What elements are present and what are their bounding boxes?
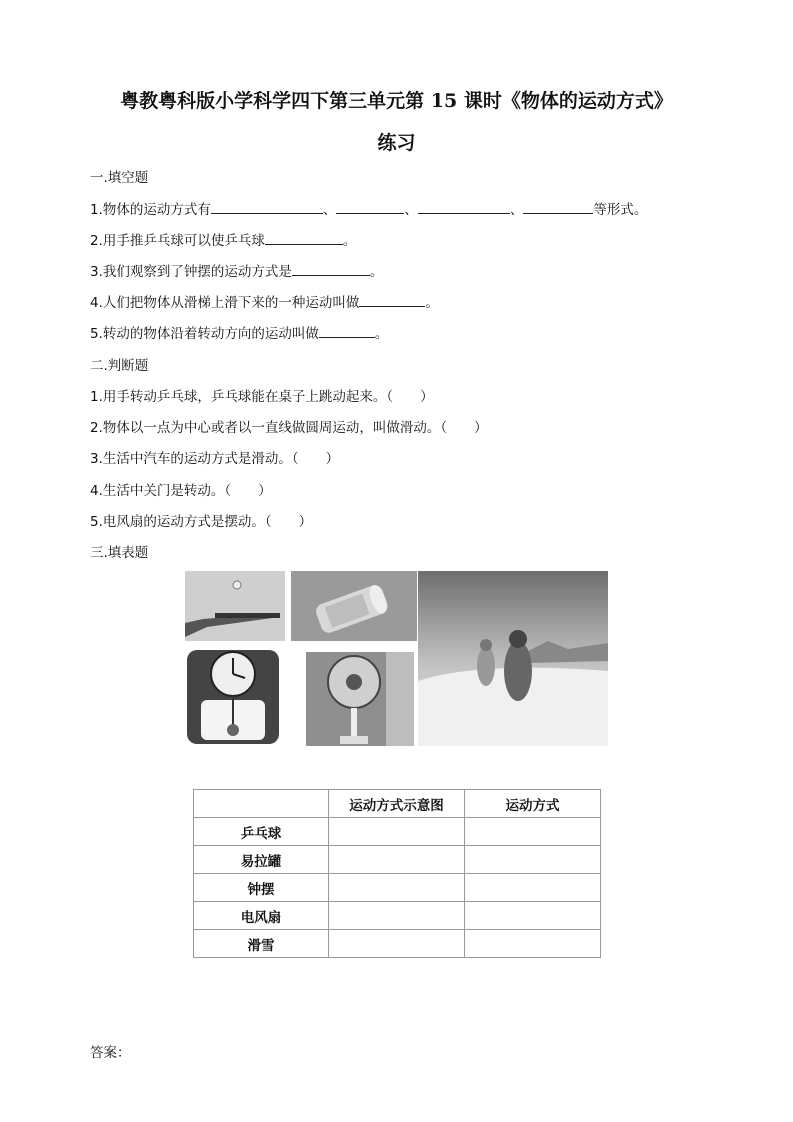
answer-blank[interactable]	[523, 201, 593, 214]
answer-label: 答案：	[90, 1045, 131, 1061]
answer-blank[interactable]	[292, 263, 370, 276]
judge-item: 1.用手转动乒乓球，乒乓球能在桌子上跳动起来。（ ）	[90, 389, 434, 405]
q-text: 1.物体的运动方式有	[90, 202, 211, 218]
table-header-row	[194, 790, 601, 818]
clock-photo	[185, 648, 283, 746]
row-label: 易拉罐	[194, 846, 329, 874]
section1-heading: 一.填空题	[90, 170, 149, 186]
answer-blank[interactable]	[265, 232, 343, 245]
motion-cell[interactable]	[465, 874, 601, 902]
q-text: 5.转动的物体沿着转动方向的运动叫做	[90, 326, 319, 342]
answer-blank[interactable]	[418, 201, 510, 214]
diagram-cell[interactable]	[329, 902, 465, 930]
row-label: 滑雪	[194, 930, 329, 958]
question-1-3	[90, 260, 383, 280]
answer-blank[interactable]	[319, 325, 375, 338]
question-1-1	[90, 198, 647, 218]
table-row	[194, 846, 601, 874]
answer-blank[interactable]	[359, 294, 425, 307]
diagram-cell[interactable]	[329, 818, 465, 846]
row-label: 钟摆	[194, 874, 329, 902]
question-1-5	[90, 322, 388, 342]
row-label: 乒乓球	[194, 818, 329, 846]
photo-collage	[185, 571, 608, 746]
q-end: 。	[425, 295, 439, 311]
diagram-cell[interactable]	[329, 930, 465, 958]
q-end: 。	[342, 233, 357, 249]
ski-photo	[418, 571, 608, 746]
q-text: 4.人们把物体从滑梯上滑下来的一种运动叫做	[90, 295, 360, 311]
motion-cell[interactable]	[465, 846, 601, 874]
motion-cell[interactable]	[465, 818, 601, 846]
table-header-cell: 运动方式	[465, 790, 601, 818]
judge-item: 4.生活中关门是转动。（ ）	[90, 483, 272, 499]
q-end: 。	[369, 264, 384, 280]
q-text: 2.用手推乒乓球可以使乒乓球	[90, 233, 265, 249]
can-photo	[291, 571, 417, 641]
q-sep: 、	[404, 202, 418, 218]
table-row	[194, 874, 601, 902]
section3-heading: 三.填表题	[90, 545, 149, 561]
row-label: 电风扇	[194, 902, 329, 930]
judge-item: 3.生活中汽车的运动方式是滑动。（ ）	[90, 451, 340, 467]
diagram-cell[interactable]	[329, 846, 465, 874]
table-row	[194, 818, 601, 846]
table-row	[194, 930, 601, 958]
answer-blank[interactable]	[336, 201, 404, 214]
page-title-line2: 练习	[377, 132, 416, 154]
judge-item: 2.物体以一点为中心或者以一直线做圆周运动，叫做滑动。（ ）	[90, 420, 488, 436]
motion-cell[interactable]	[465, 902, 601, 930]
table-header-cell: 运动方式示意图	[329, 790, 465, 818]
q-end: 。	[374, 326, 389, 342]
judge-item: 5.电风扇的运动方式是摆动。（ ）	[90, 514, 313, 530]
table-header-cell	[194, 790, 329, 818]
motion-cell[interactable]	[465, 930, 601, 958]
question-1-2	[90, 229, 356, 249]
question-1-4	[90, 291, 439, 311]
fan-photo	[306, 652, 414, 746]
q-end: 等形式。	[593, 202, 648, 218]
q-sep: 、	[322, 202, 337, 218]
section2-heading: 二.判断题	[90, 358, 149, 374]
q-text: 3.我们观察到了钟摆的运动方式是	[90, 264, 292, 280]
answer-blank[interactable]	[211, 201, 323, 214]
fill-table	[193, 789, 601, 958]
diagram-cell[interactable]	[329, 874, 465, 902]
q-sep: 、	[509, 202, 524, 218]
pingpong-photo	[185, 571, 285, 641]
page-title: 粤教粤科版小学科学四下第三单元第 15 课时《物体的运动方式》	[120, 90, 673, 112]
table-row	[194, 902, 601, 930]
